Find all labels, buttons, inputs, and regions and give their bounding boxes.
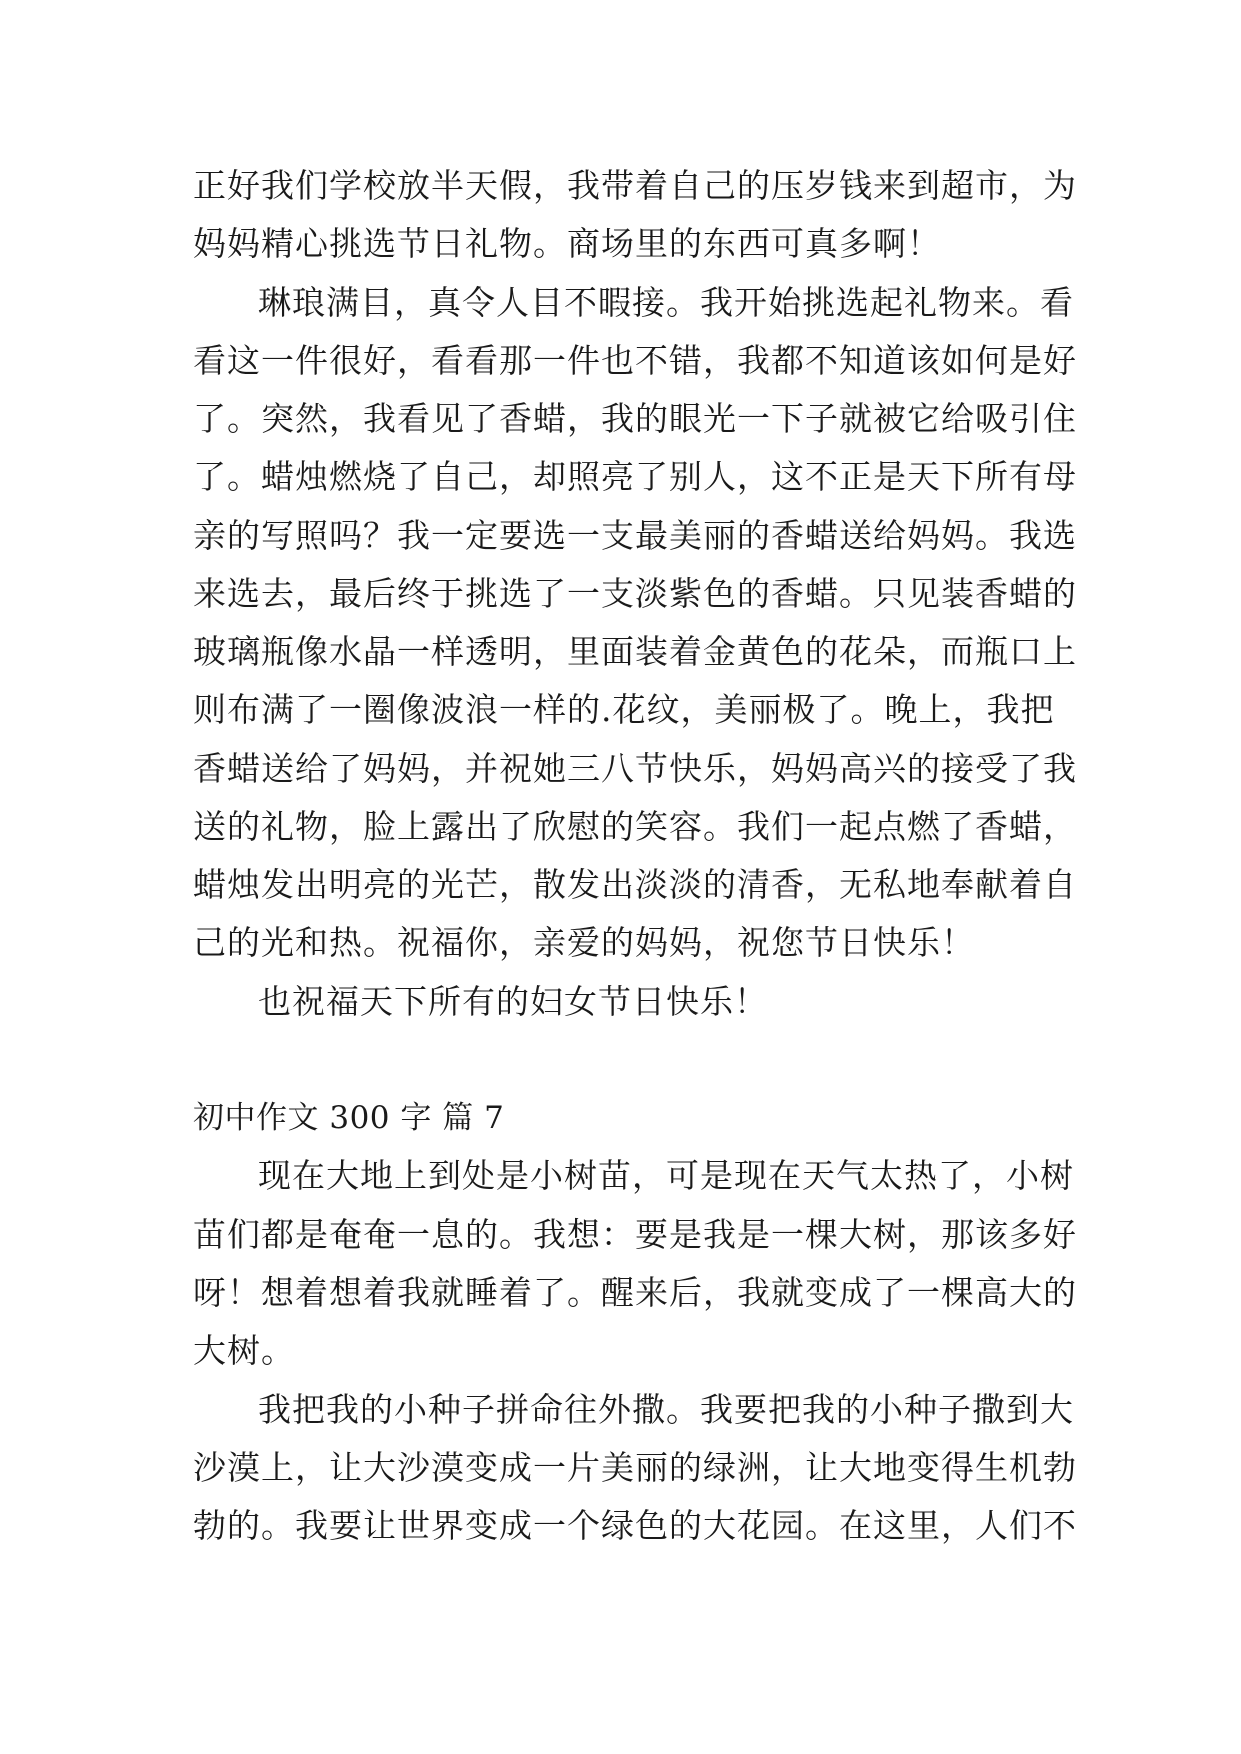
paragraph-4-line-3: 呀！想着想着我就睡着了。醒来后，我就变成了一棵高大的 (193, 1273, 1077, 1312)
paragraph-5-line-2: 沙漠上，让大沙漠变成一片美丽的绿洲，让大地变得生机勃 (193, 1448, 1077, 1487)
paragraph-4-line-4: 大树。 (193, 1331, 295, 1370)
paragraph-2-line-10: 送的礼物，脸上露出了欣慰的笑容。我们一起点燃了香蜡， (193, 807, 1077, 846)
paragraph-2-line-12: 己的光和热。祝福你，亲爱的妈妈，祝您节日快乐！ (193, 923, 975, 962)
paragraph-5-line-1: 我把我的小种子拼命往外撒。我要把我的小种子撒到大 (258, 1390, 1074, 1429)
paragraph-5-line-3: 勃的。我要让世界变成一个绿色的大花园。在这里，人们不 (193, 1506, 1077, 1545)
paragraph-2-line-3: 了。突然，我看见了香蜡，我的眼光一下子就被它给吸引住 (193, 399, 1077, 438)
paragraph-2-line-8: 则布满了一圈像波浪一样的.花纹，美丽极了。晚上，我把 (193, 690, 1055, 729)
paragraph-2-line-9: 香蜡送给了妈妈，并祝她三八节快乐，妈妈高兴的接受了我 (193, 749, 1077, 788)
paragraph-2-line-5: 亲的写照吗？我一定要选一支最美丽的香蜡送给妈妈。我选 (193, 516, 1077, 555)
paragraph-2-line-7: 玻璃瓶像水晶一样透明，里面装着金黄色的花朵，而瓶口上 (193, 632, 1077, 671)
paragraph-1-line-2: 妈妈精心挑选节日礼物。商场里的东西可真多啊！ (193, 224, 941, 263)
paragraph-2-line-2: 看这一件很好，看看那一件也不错，我都不知道该如何是好 (193, 341, 1077, 380)
paragraph-2-line-6: 来选去，最后终于挑选了一支淡紫色的香蜡。只见装香蜡的 (193, 574, 1077, 613)
paragraph-1-line-1: 正好我们学校放半天假，我带着自己的压岁钱来到超市，为 (193, 166, 1077, 205)
paragraph-2-line-1: 琳琅满目，真令人目不暇接。我开始挑选起礼物来。看 (258, 283, 1074, 322)
paragraph-4-line-2: 苗们都是奄奄一息的。我想：要是我是一棵大树，那该多好 (193, 1215, 1077, 1254)
paragraph-2-line-4: 了。蜡烛燃烧了自己，却照亮了别人，这不正是天下所有母 (193, 457, 1077, 496)
paragraph-4-line-1: 现在大地上到处是小树苗，可是现在天气太热了，小树 (258, 1156, 1074, 1195)
paragraph-2-line-11: 蜡烛发出明亮的光芒，散发出淡淡的清香，无私地奉献着自 (193, 865, 1077, 904)
paragraph-3-line-1: 也祝福天下所有的妇女节日快乐！ (258, 982, 768, 1021)
section-heading: 初中作文 300 字 篇 7 (193, 1100, 505, 1136)
